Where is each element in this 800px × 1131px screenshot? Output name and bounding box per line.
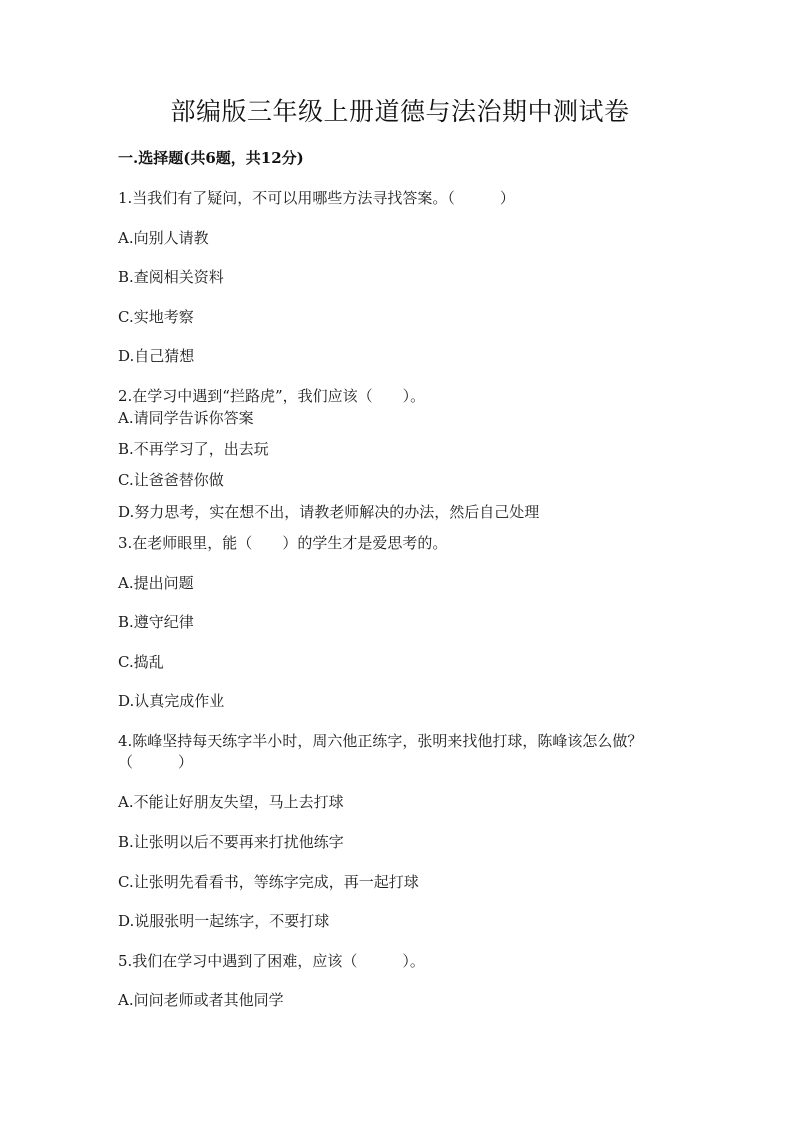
- question-3-stem: 3.在老师眼里，能（ ）的学生才是爱思考的。: [118, 534, 448, 552]
- question-3-option-c: C.捣乱: [118, 653, 164, 671]
- question-1-option-d: D.自己猜想: [118, 347, 195, 365]
- question-3-option-d: D.认真完成作业: [118, 692, 225, 710]
- question-2-option-c: C.让爸爸替你做: [118, 471, 224, 489]
- question-4-option-c: C.让张明先看看书，等练字完成，再一起打球: [118, 873, 419, 891]
- question-4-option-d: D.说服张明一起练字，不要打球: [118, 912, 330, 930]
- question-1-option-b: B.查阅相关资料: [118, 268, 224, 286]
- question-3-option-a: A.提出问题: [118, 574, 194, 592]
- question-5-option-a: A.问问老师或者其他同学: [118, 991, 284, 1009]
- question-2-option-d: D.努力思考，实在想不出，请教老师解决的办法，然后自己处理: [118, 503, 540, 521]
- section-heading: 一.选择题(共6题，共12分): [118, 149, 304, 167]
- question-2-stem: 2.在学习中遇到“拦路虎”，我们应该（ ）。: [118, 387, 426, 405]
- question-1-option-c: C.实地考察: [118, 308, 194, 326]
- question-1-stem: 1.当我们有了疑问，不可以用哪些方法寻找答案。（ ）: [118, 189, 515, 207]
- question-4-option-b: B.让张明以后不要再来打扰他练字: [118, 833, 344, 851]
- question-5-stem: 5.我们在学习中遇到了困难，应该（ ）。: [118, 952, 425, 970]
- question-2-option-a: A.请同学告诉你答案: [118, 409, 254, 427]
- question-1-option-a: A.向别人请教: [118, 229, 209, 247]
- question-4-stem: 4.陈峰坚持每天练字半小时，周六他正练字，张明来找他打球，陈峰该怎么做？（ ）: [118, 732, 643, 771]
- question-3-option-b: B.遵守纪律: [118, 613, 194, 631]
- question-4-option-a: A.不能让好朋友失望，马上去打球: [118, 793, 344, 811]
- page-title: 部编版三年级上册道德与法治期中测试卷: [170, 97, 630, 126]
- question-2-option-b: B.不再学习了，出去玩: [118, 440, 269, 458]
